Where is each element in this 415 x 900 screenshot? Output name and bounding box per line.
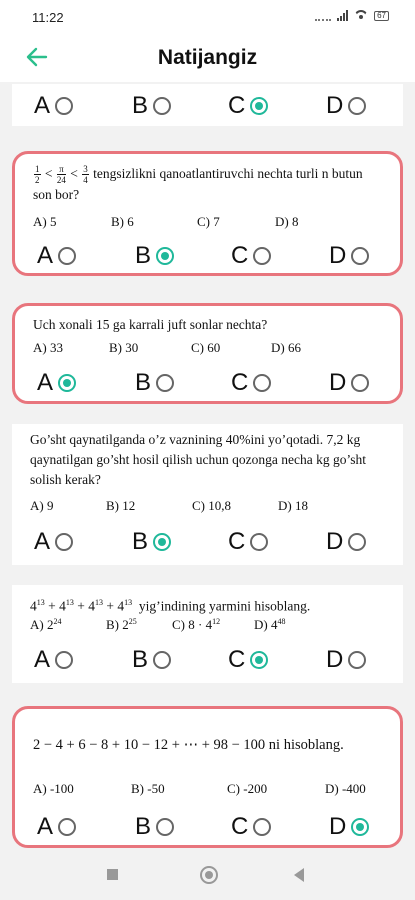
answer-option-d[interactable]: D [329, 242, 369, 270]
answer-option-b[interactable]: B [135, 369, 174, 397]
radio-a-selected[interactable] [58, 374, 76, 392]
page-title: Natijangiz [157, 46, 258, 69]
answer-option-b[interactable]: B [135, 813, 174, 841]
radio-b[interactable] [153, 651, 171, 669]
recent-apps-icon[interactable] [107, 869, 118, 880]
option-c-text: C) 60 [191, 340, 221, 355]
option-b-text: B) 6 [111, 214, 134, 229]
option-b-text: B) $2^{25}$ [106, 617, 137, 633]
question-card-5 [12, 585, 403, 683]
answer-option-c[interactable]: C [228, 528, 268, 556]
battery-icon: 67 [374, 11, 389, 21]
home-icon[interactable] [200, 866, 218, 884]
question-text: Go’sht qaynatilganda o’z vaznining 40%ini yo’qotadi. 7,2 kg qaynatilgan go’sht hosil qilish uchun qozonga necha kg go’sht solish kerak? [30, 432, 366, 487]
system-nav-bar [0, 850, 415, 900]
option-list [33, 214, 384, 230]
status-icons [315, 10, 389, 21]
option-list [30, 617, 387, 633]
question-text: Uch xonali 15 ga karrali juft sonlar nechta? [33, 317, 268, 332]
answer-option-d[interactable]: D [326, 528, 366, 556]
question-text: $4^{13} + 4^{13} + 4^{13} + 4^{13}$ yig’indining yarmini hisoblang. [30, 598, 311, 614]
option-a-text: A) -100 [33, 781, 74, 796]
answer-option-b[interactable]: B [132, 92, 171, 120]
radio-a[interactable] [55, 533, 73, 551]
app-bar [0, 34, 415, 82]
radio-a[interactable] [58, 818, 76, 836]
option-d-text: D) $4^{48}$ [254, 617, 286, 633]
option-d-text: D) 66 [271, 340, 301, 355]
radio-b[interactable] [156, 818, 174, 836]
radio-b-selected[interactable] [156, 247, 174, 265]
radio-d[interactable] [348, 651, 366, 669]
option-a-text: A) 5 [33, 214, 57, 229]
radio-b[interactable] [156, 374, 174, 392]
option-list [33, 781, 384, 797]
radio-c-selected[interactable] [250, 97, 268, 115]
option-c-text: C) 10,8 [192, 498, 231, 513]
option-b-text: B) 12 [106, 498, 136, 513]
option-d-text: D) 8 [275, 214, 299, 229]
radio-a[interactable] [55, 97, 73, 115]
question-card-1 [12, 84, 403, 126]
option-a-text: A) 9 [30, 498, 54, 513]
status-time: 11:22 [32, 10, 64, 25]
option-b-text: B) 30 [109, 340, 139, 355]
answer-option-a[interactable]: A [37, 369, 76, 397]
radio-d[interactable] [348, 97, 366, 115]
radio-d-selected[interactable] [351, 818, 369, 836]
wifi-icon [354, 10, 368, 21]
answer-option-b[interactable]: B [135, 242, 174, 270]
answer-option-d[interactable]: D [329, 813, 369, 841]
answer-option-c[interactable]: C [231, 369, 271, 397]
answer-option-a[interactable]: A [34, 646, 73, 674]
radio-c[interactable] [253, 247, 271, 265]
question-card-4 [12, 424, 403, 565]
answer-option-a[interactable]: A [34, 92, 73, 120]
answer-option-c[interactable]: C [231, 242, 271, 270]
signal-dots-icon [315, 11, 331, 21]
answer-option-d[interactable]: D [329, 369, 369, 397]
answer-option-d[interactable]: D [326, 646, 366, 674]
status-bar [0, 0, 415, 34]
answer-option-d[interactable]: D [326, 92, 366, 120]
radio-d[interactable] [351, 374, 369, 392]
radio-d[interactable] [348, 533, 366, 551]
radio-b[interactable] [153, 97, 171, 115]
radio-c[interactable] [253, 818, 271, 836]
question-text: $\frac{1}{2}$ < $\frac{\pi}{24}$ < $\frac{3}{4}$ tengsizlikni qanoatlantiruvchi nechta turli n butun son bor? [33, 164, 363, 203]
radio-c-selected[interactable] [250, 651, 268, 669]
answer-option-a[interactable]: A [34, 528, 73, 556]
answer-option-a[interactable]: A [37, 813, 76, 841]
question-card-2 [12, 151, 403, 276]
option-c-text: C) $8 \cdot 4^{12}$ [172, 617, 221, 633]
radio-d[interactable] [351, 247, 369, 265]
answer-option-a[interactable]: A [37, 242, 76, 270]
radio-c[interactable] [250, 533, 268, 551]
question-card-3 [12, 303, 403, 404]
option-a-text: A) 33 [33, 340, 63, 355]
question-text: 2 − 4 + 6 − 8 + 10 − 12 + ⋯ + 98 − 100 ni hisoblang. [33, 737, 344, 753]
back-triangle-icon[interactable] [294, 868, 304, 882]
radio-a[interactable] [58, 247, 76, 265]
answer-option-c[interactable]: C [228, 92, 268, 120]
answer-option-c[interactable]: C [228, 646, 268, 674]
option-list [33, 340, 384, 356]
signal-icon [337, 10, 348, 21]
radio-c[interactable] [253, 374, 271, 392]
radio-a[interactable] [55, 651, 73, 669]
radio-b-selected[interactable] [153, 533, 171, 551]
option-list [30, 498, 387, 514]
option-d-text: D) 18 [278, 498, 308, 513]
option-c-text: C) -200 [227, 781, 268, 796]
option-d-text: D) -400 [325, 781, 366, 796]
answer-option-b[interactable]: B [132, 646, 171, 674]
option-a-text: A) $2^{24}$ [30, 617, 62, 633]
question-card-6 [12, 706, 403, 848]
answer-option-b[interactable]: B [132, 528, 171, 556]
answer-option-c[interactable]: C [231, 813, 271, 841]
option-b-text: B) -50 [131, 781, 165, 796]
option-c-text: C) 7 [197, 214, 220, 229]
